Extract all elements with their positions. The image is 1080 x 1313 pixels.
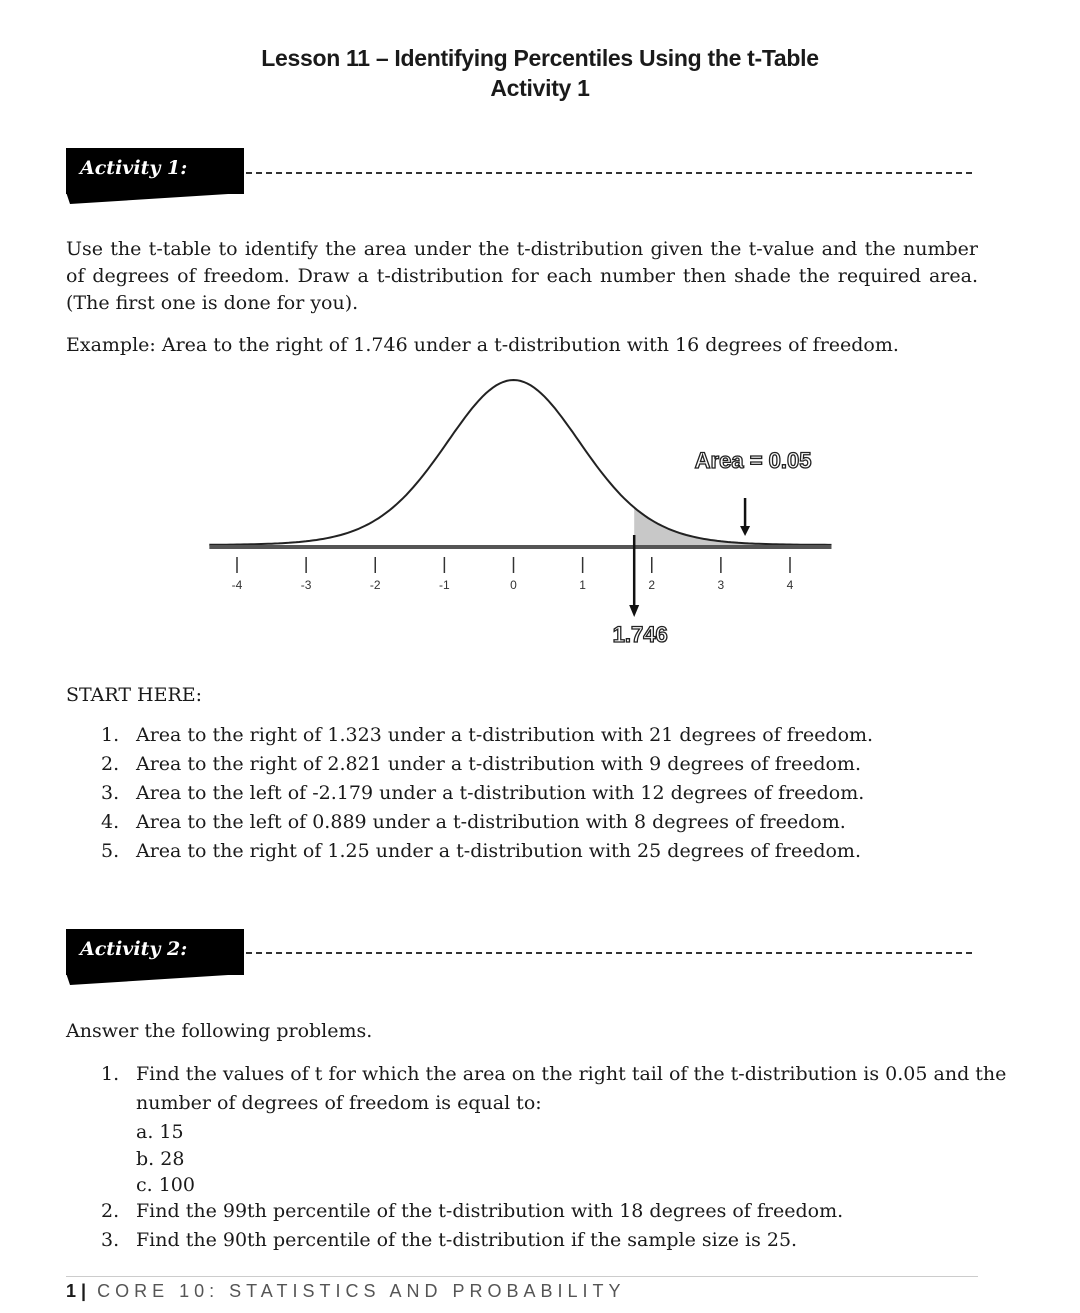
activity2-tag (66, 929, 246, 985)
x-tick-label: 0 (510, 578, 517, 592)
list-item: 1. Area to the right of 1.323 under a t-distribution with 21 degrees of freedom. (101, 724, 874, 746)
tag-wedge (66, 973, 246, 987)
instructions: Use the t-table to identify the area under the t-distribution given the t-value and the number of degrees of freedom. Draw a t-distribution for each number then shade the required area. (The first one is done for you). (66, 238, 978, 314)
t-distribution-chart (200, 370, 840, 660)
activity2-label: Activity 2: (80, 938, 188, 960)
x-tick-label: -3 (300, 578, 312, 592)
tag-wedge (66, 192, 246, 206)
x-tick-label: 4 (786, 578, 794, 592)
activity2-list (66, 1060, 1006, 1118)
course-name: CORE 10: STATISTICS AND PROBABILITY (97, 1281, 626, 1301)
activity2-list-cont (66, 1197, 843, 1255)
area-pointer-head (740, 526, 750, 536)
x-tick-label: 2 (648, 578, 656, 592)
list-item: 1. Find the values of t for which the area on the right tail of the t-distribution is 0.05 and the (101, 1063, 1007, 1085)
area-label: Area = 0.05 (694, 448, 812, 473)
x-tick-label: -4 (231, 578, 243, 592)
divider (246, 952, 972, 954)
start-here: START HERE: (66, 684, 203, 706)
footer (66, 1276, 978, 1302)
list-item: 2. Find the 99th percentile of the t-distribution with 18 degrees of freedom. (101, 1200, 844, 1222)
list-item: 5. Area to the right of 1.25 under a t-distribution with 25 degrees of freedom. (101, 840, 861, 862)
activity1-label: Activity 1: (80, 157, 188, 179)
list-item: 4. Area to the left of 0.889 under a t-distribution with 8 degrees of freedom. (101, 811, 846, 833)
sub-item: c. 100 (136, 1174, 195, 1196)
list-item: 3. Find the 90th percentile of the t-distribution if the sample size is 25. (101, 1229, 798, 1251)
list-item: 3. Area to the left of -2.179 under a t-distribution with 12 degrees of freedom. (101, 782, 865, 804)
page-title: Lesson 11 – Identifying Percentiles Using the t-Table (261, 45, 819, 71)
divider (246, 172, 972, 174)
x-tick-label: -1 (439, 578, 450, 592)
page-subtitle: Activity 1 (490, 75, 590, 101)
activity1-tag (66, 148, 246, 204)
list-item: 2. Area to the right of 2.821 under a t-distribution with 9 degrees of freedom. (101, 753, 861, 775)
critical-arrow-head (629, 605, 639, 617)
page-number: 1 (66, 1281, 77, 1301)
list-item-continued: number of degrees of freedom is equal to: (136, 1092, 542, 1114)
footer-separator: | (81, 1281, 87, 1301)
example-text: Example: Area to the right of 1.746 under a t-distribution with 16 degrees of freedom. (66, 334, 899, 356)
x-tick-label: 1 (579, 578, 586, 592)
activity1-list (66, 721, 873, 866)
critical-value-label: 1.746 (612, 622, 668, 647)
x-tick-label: 3 (717, 578, 725, 592)
x-axis (209, 545, 831, 549)
activity2-intro: Answer the following problems. (66, 1020, 373, 1042)
x-tick-label: -2 (369, 578, 381, 592)
sub-item: a. 15 (136, 1121, 184, 1143)
sub-item: b. 28 (136, 1148, 185, 1170)
